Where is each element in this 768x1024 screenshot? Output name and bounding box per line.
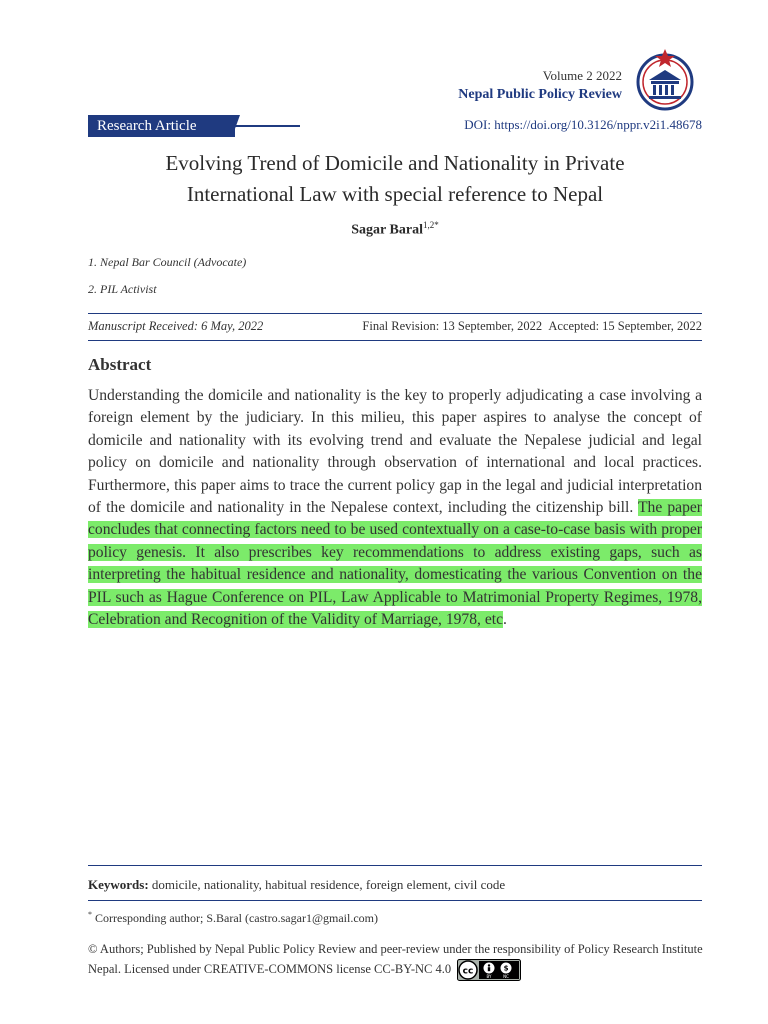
article-type-tag: Research Article: [88, 115, 235, 137]
dates-row: [88, 319, 702, 334]
by-badge-text: BY: [486, 974, 492, 980]
keywords-line: [88, 877, 505, 893]
affiliation-2: 2. PIL Activist: [88, 282, 157, 296]
paper-title-line-1: Evolving Trend of Domicile and Nationality in Private: [165, 151, 625, 175]
article-type-tag-edge: [232, 115, 240, 137]
keywords-label: Keywords:: [88, 877, 149, 892]
keywords-text: domicile, nationality, habitual residence, foreign element, civil code: [148, 877, 506, 892]
abstract-heading: Abstract: [88, 355, 152, 374]
author-line: [88, 220, 702, 239]
abstract-end: .: [503, 611, 507, 629]
author-marks: 1,2*: [422, 220, 439, 230]
copyright-notice: [88, 939, 708, 981]
journal-name: Nepal Public Policy Review: [458, 87, 622, 102]
abstract-body: [88, 385, 702, 631]
accepted-date: Accepted: 15 September, 2022: [548, 319, 702, 333]
author-name: Sagar Baral: [351, 222, 423, 238]
revision-accepted-dates: [362, 319, 702, 334]
svg-text:$: $: [503, 964, 509, 973]
dates-rule-bottom: [88, 340, 702, 341]
volume-label: Volume 2 2022: [542, 68, 622, 83]
abstract-highlight[interactable]: The paper concludes that connecting factors need to be used contextually on a case-to-case basis with proper policy genesis. It also prescribes key recommendations to address existing gaps, such as interpreting the habitual residence and nationality, domesticating the various Convention on the PIL such as Hague Conference on PIL, Law Applicable to Matrimonial Property Regimes, 1978, Celebration and Recognition of the Validity of Marriage, 1978, etc: [88, 499, 702, 629]
cc-by-nc-license-icon[interactable]: [457, 959, 521, 981]
corresponding-text[interactable]: Corresponding author; S.Baral (castro.sagar1@gmail.com): [92, 911, 378, 925]
paper-title-line-2: International Law with special reference to Nepal: [186, 182, 604, 206]
affiliation-1: 1. Nepal Bar Council (Advocate): [88, 255, 247, 269]
journal-logo-icon: [627, 44, 703, 112]
cc-badge-text: cc: [462, 966, 474, 977]
footer-rule: [88, 900, 702, 901]
corresponding-mark: *: [88, 910, 92, 919]
dates-rule-top: [88, 313, 702, 314]
nc-badge-text: NC: [503, 974, 510, 980]
doi-link[interactable]: DOI: https://doi.org/10.3126/nppr.v2i1.48678: [300, 117, 702, 133]
copyright-text: © Authors; Published by Nepal Public Policy Review and peer-review under the responsibility of Policy Research Institute Nepal. Licensed under CREATIVE-COMMONS license CC-BY-NC 4.0: [88, 942, 703, 976]
revision-date: Final Revision: 13 September, 2022: [362, 319, 543, 333]
paper-title: [88, 148, 702, 210]
received-date: Manuscript Received: 6 May, 2022: [88, 319, 264, 333]
abstract-text: Understanding the domicile and nationality is the key to properly adjudicating a case involving a foreign element by the judiciary. In this milieu, this paper aspires to analyse the concept of domicile and nationality with its evolving trend and evaluate the Nepalese judicial and legal policy on domicile and nationality through observation of international and local practices. Furthermore, this paper aims to trace the current policy gap in the legal and judicial interpretation of the domicile and nationality in the Nepalese context, including the citizenship bill.: [88, 387, 702, 517]
corresponding-author: [88, 910, 378, 926]
keywords-rule: [88, 865, 702, 866]
